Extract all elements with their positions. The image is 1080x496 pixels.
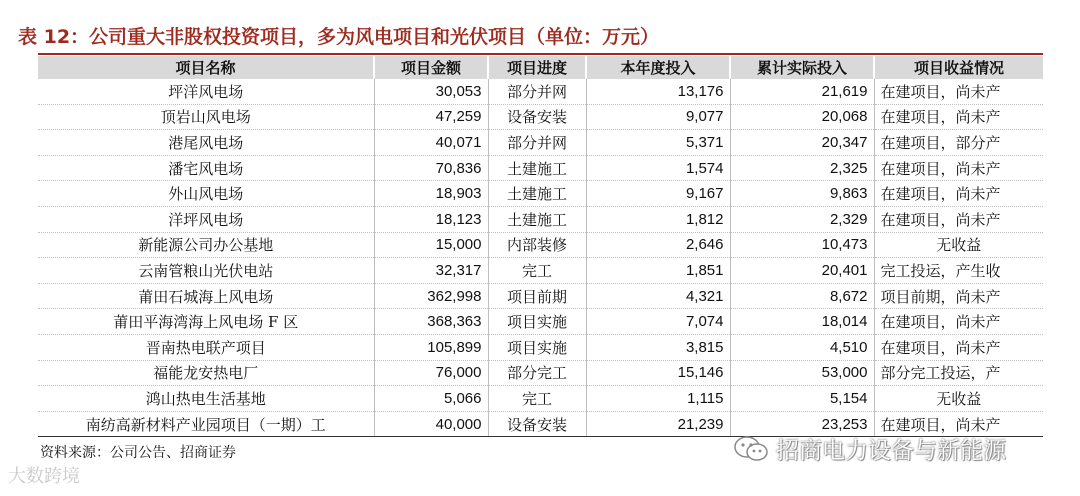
cell-amount: 40,000 (374, 411, 488, 437)
cell-name: 新能源公司办公基地 (38, 232, 374, 258)
cell-year: 21,239 (586, 411, 730, 437)
title-divider (38, 53, 1043, 55)
cell-progress: 内部装修 (488, 232, 586, 258)
cell-year: 1,851 (586, 258, 730, 284)
cell-year: 5,371 (586, 130, 730, 156)
cell-name: 福能龙安热电厂 (38, 360, 374, 386)
cell-total: 5,154 (730, 386, 874, 412)
table-row (38, 155, 1043, 181)
cell-amount: 18,903 (374, 181, 488, 207)
watermark-left: 大数跨境 (8, 466, 80, 487)
cell-name: 鸿山热电生活基地 (38, 386, 374, 412)
cell-year: 9,077 (586, 104, 730, 130)
cell-progress: 土建施工 (488, 181, 586, 207)
cell-total: 20,068 (730, 104, 874, 130)
cell-progress: 部分并网 (488, 79, 586, 104)
cell-year: 1,115 (586, 386, 730, 412)
cell-total: 9,863 (730, 181, 874, 207)
cell-progress: 部分并网 (488, 130, 586, 156)
table-header-row (38, 56, 1043, 79)
cell-return: 无收益 (874, 386, 1043, 412)
column-header: 本年度投入 (586, 56, 730, 79)
cell-return: 部分完工投运，产 (874, 360, 1043, 386)
cell-name: 顶岩山风电场 (38, 104, 374, 130)
cell-progress: 项目实施 (488, 334, 586, 360)
cell-year: 7,074 (586, 309, 730, 335)
cell-amount: 30,053 (374, 79, 488, 104)
cell-total: 23,253 (730, 411, 874, 437)
table-row (38, 181, 1043, 207)
cell-name: 潘宅风电场 (38, 155, 374, 181)
cell-return: 在建项目，尚未产 (874, 206, 1043, 232)
cell-total: 21,619 (730, 79, 874, 104)
cell-name: 洋坪风电场 (38, 206, 374, 232)
table-row (38, 309, 1043, 335)
cell-year: 9,167 (586, 181, 730, 207)
cell-progress: 完工 (488, 258, 586, 284)
table-row (38, 386, 1043, 412)
cell-amount: 40,071 (374, 130, 488, 156)
table-row (38, 104, 1043, 130)
cell-total: 18,014 (730, 309, 874, 335)
cell-return: 在建项目，尚未产 (874, 181, 1043, 207)
cell-name: 港尾风电场 (38, 130, 374, 156)
cell-total: 4,510 (730, 334, 874, 360)
cell-progress: 项目前期 (488, 283, 586, 309)
cell-return: 在建项目，尚未产 (874, 79, 1043, 104)
cell-amount: 32,317 (374, 258, 488, 284)
cell-total: 10,473 (730, 232, 874, 258)
cell-total: 8,672 (730, 283, 874, 309)
cell-name: 坪洋风电场 (38, 79, 374, 104)
cell-year: 3,815 (586, 334, 730, 360)
cell-total: 2,325 (730, 155, 874, 181)
cell-progress: 土建施工 (488, 206, 586, 232)
cell-total: 2,329 (730, 206, 874, 232)
cell-return: 在建项目，尚未产 (874, 104, 1043, 130)
cell-progress: 项目实施 (488, 309, 586, 335)
table-row (38, 79, 1043, 104)
cell-return: 在建项目，尚未产 (874, 411, 1043, 437)
table-title: 表 12：公司重大非股权投资项目，多为风电项目和光伏项目（单位：万元） (18, 26, 660, 48)
watermark-right (732, 432, 1006, 465)
cell-year: 1,812 (586, 206, 730, 232)
cell-progress: 设备安装 (488, 411, 586, 437)
cell-amount: 362,998 (374, 283, 488, 309)
cell-total: 53,000 (730, 360, 874, 386)
cell-name: 云南管粮山光伏电站 (38, 258, 374, 284)
cell-amount: 368,363 (374, 309, 488, 335)
cell-year: 1,574 (586, 155, 730, 181)
cell-amount: 70,836 (374, 155, 488, 181)
table-row (38, 258, 1043, 284)
cell-return: 在建项目，部分产 (874, 130, 1043, 156)
cell-amount: 18,123 (374, 206, 488, 232)
column-header: 累计实际投入 (730, 56, 874, 79)
cell-name: 莆田平海湾海上风电场 F 区 (38, 309, 374, 335)
cell-year: 13,176 (586, 79, 730, 104)
watermark-right-label: 招商电力设备与新能源 (776, 438, 1006, 464)
cell-progress: 土建施工 (488, 155, 586, 181)
column-header: 项目金额 (374, 56, 488, 79)
cell-return: 在建项目，尚未产 (874, 309, 1043, 335)
cell-year: 2,646 (586, 232, 730, 258)
table-row (38, 360, 1043, 386)
cell-progress: 完工 (488, 386, 586, 412)
cell-name: 晋南热电联产项目 (38, 334, 374, 360)
cell-name: 莆田石城海上风电场 (38, 283, 374, 309)
table-row (38, 334, 1043, 360)
cell-year: 4,321 (586, 283, 730, 309)
cell-return: 无收益 (874, 232, 1043, 258)
cell-amount: 15,000 (374, 232, 488, 258)
cell-progress: 设备安装 (488, 104, 586, 130)
cell-year: 15,146 (586, 360, 730, 386)
cell-amount: 5,066 (374, 386, 488, 412)
cell-total: 20,401 (730, 258, 874, 284)
column-header: 项目收益情况 (874, 56, 1043, 79)
cell-return: 在建项目，尚未产 (874, 155, 1043, 181)
table-row (38, 232, 1043, 258)
source-note: 资料来源：公司公告、招商证券 (40, 445, 236, 461)
cell-return: 项目前期，尚未产 (874, 283, 1043, 309)
cell-amount: 76,000 (374, 360, 488, 386)
table-body (38, 79, 1043, 437)
wechat-icon (732, 434, 770, 464)
cell-name: 外山风电场 (38, 181, 374, 207)
cell-name: 南纺高新材料产业园项目（一期）工 (38, 411, 374, 437)
column-header: 项目名称 (38, 56, 374, 79)
table-row (38, 283, 1043, 309)
cell-amount: 47,259 (374, 104, 488, 130)
table-row (38, 130, 1043, 156)
column-header: 项目进度 (488, 56, 586, 79)
cell-amount: 105,899 (374, 334, 488, 360)
cell-progress: 部分完工 (488, 360, 586, 386)
investment-table (38, 56, 1043, 437)
table-row (38, 206, 1043, 232)
cell-return: 在建项目，尚未产 (874, 334, 1043, 360)
cell-total: 20,347 (730, 130, 874, 156)
cell-return: 完工投运，产生收 (874, 258, 1043, 284)
